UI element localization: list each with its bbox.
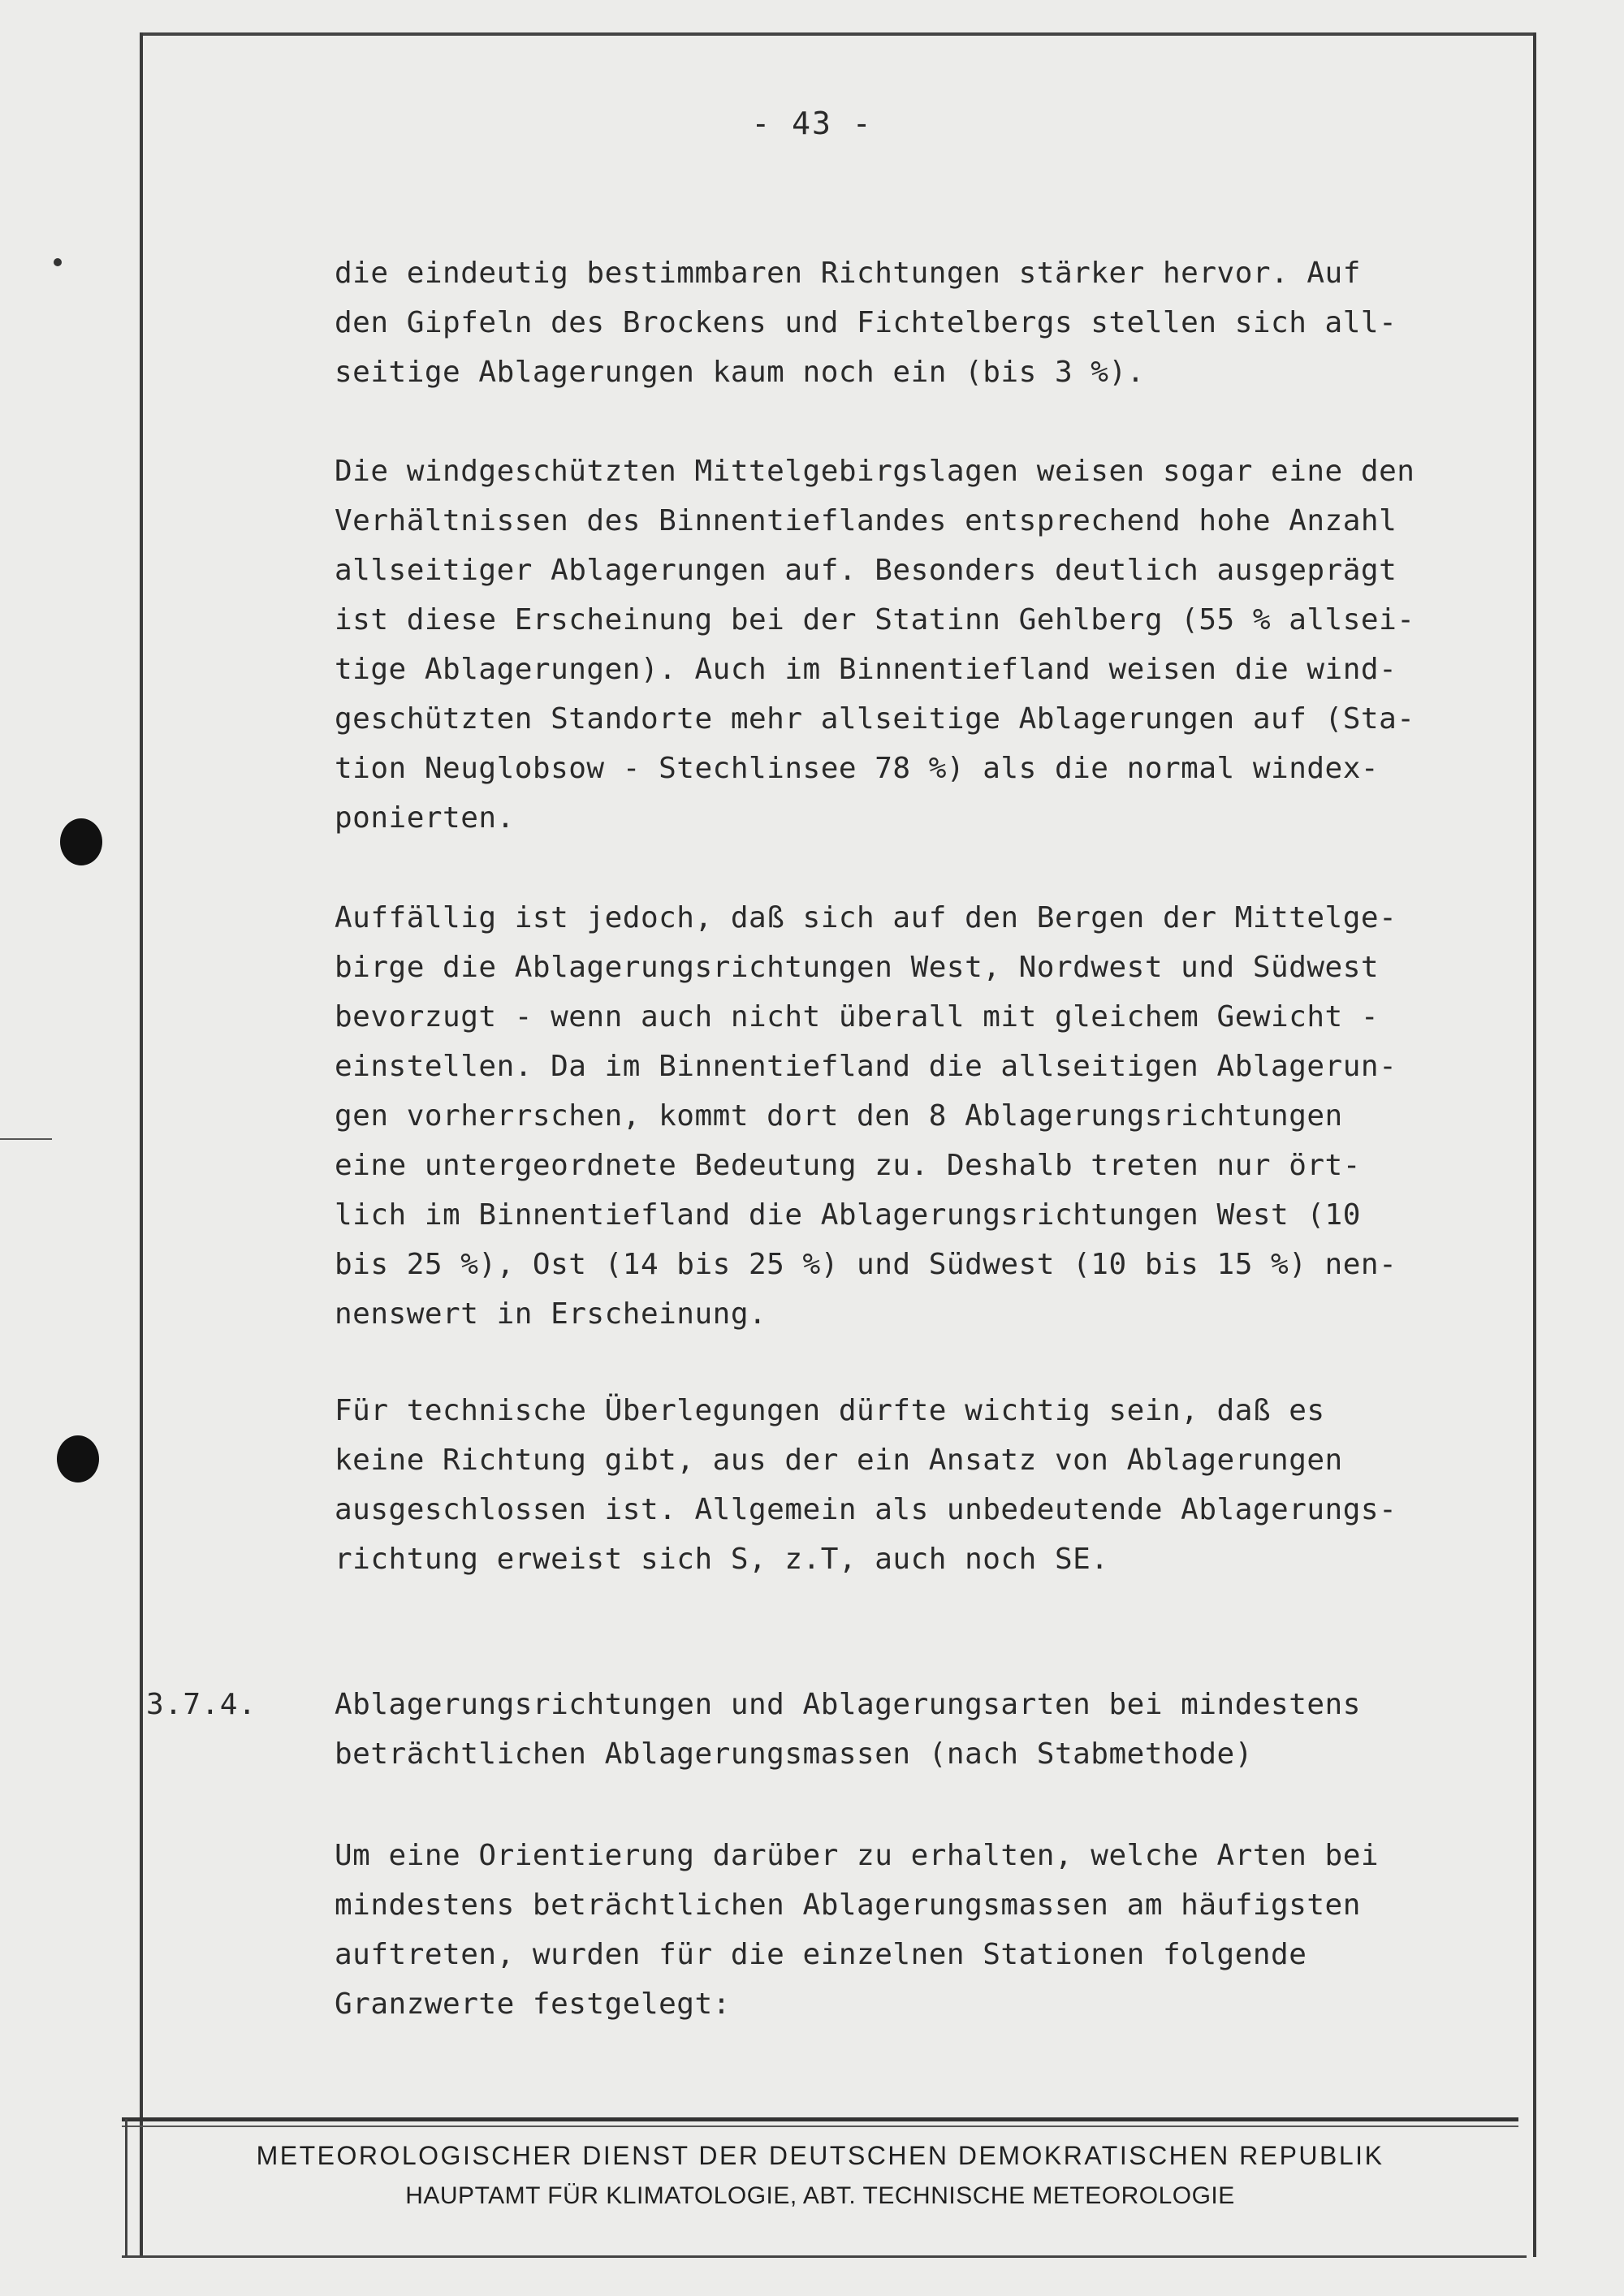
fold-mark	[0, 1138, 52, 1140]
text-line: die eindeutig bestimmbaren Richtungen stärker hervor. Auf	[335, 257, 1361, 290]
text-line: auftreten, wurden für die einzelnen Stationen folgende	[335, 1938, 1307, 1971]
institution-footer	[130, 2135, 1510, 2216]
text-line: allseitiger Ablagerungen auf. Besonders deutlich ausgeprägt	[335, 554, 1397, 587]
text-line: ausgeschlossen ist. Allgemein als unbedeutende Ablagerungs-	[335, 1493, 1397, 1526]
footer-left-border	[125, 2119, 127, 2257]
footer-institution: METEOROLOGISCHER DIENST DER DEUTSCHEN DEMOKRATISCHEN REPUBLIK	[256, 2141, 1384, 2170]
text-line: seitige Ablagerungen kaum noch ein (bis 3 %).	[335, 356, 1145, 389]
text-line: den Gipfeln des Brockens und Fichtelbergs stellen sich all-	[335, 306, 1397, 339]
text-line: tion Neuglobsow - Stechlinsee 78 %) als die normal windex-	[335, 752, 1380, 785]
text-line: geschützten Standorte mehr allseitige Ablagerungen auf (Sta-	[335, 702, 1415, 736]
frame-right-border	[1533, 32, 1536, 2257]
text-line: Granzwerte festgelegt:	[335, 1987, 731, 2021]
text-line: lich im Binnentiefland die Ablagerungsrichtungen West (10	[335, 1198, 1361, 1232]
text-line: bevorzugt - wenn auch nicht überall mit gleichem Gewicht -	[335, 1000, 1380, 1034]
frame-bottom-border	[122, 2255, 1527, 2258]
section-title-line: beträchtlichen Ablagerungsmassen (nach Stabmethode)	[335, 1737, 1253, 1771]
text-line: ponierten.	[335, 801, 515, 835]
punch-hole	[60, 818, 102, 865]
text-line: bis 25 %), Ost (14 bis 25 %) und Südwest (10 bis 15 %) nen-	[335, 1248, 1397, 1281]
frame-left-border	[140, 32, 143, 2257]
text-line: mindestens beträchtlichen Ablagerungsmassen am häufigsten	[335, 1888, 1361, 1922]
text-line: nenswert in Erscheinung.	[335, 1297, 767, 1331]
footer-divider-thin	[122, 2126, 1518, 2127]
text-line: birge die Ablagerungsrichtungen West, Nordwest und Südwest	[335, 951, 1380, 984]
text-line: gen vorherrschen, kommt dort den 8 Ablagerungsrichtungen	[335, 1099, 1343, 1133]
section-title-line: Ablagerungsrichtungen und Ablagerungsarten bei mindestens	[335, 1688, 1361, 1721]
paragraph	[335, 447, 1528, 843]
section-heading	[335, 1680, 1528, 1779]
text-line: Verhältnissen des Binnentieflandes entsprechend hohe Anzahl	[335, 504, 1397, 537]
text-line: Auffällig ist jedoch, daß sich auf den Bergen der Mittelge-	[335, 901, 1397, 934]
paragraph	[335, 248, 1528, 397]
punch-hole	[57, 1435, 99, 1482]
paragraph	[335, 893, 1528, 1339]
page-number: - 43 -	[751, 106, 873, 141]
text-line: ist diese Erscheinung bei der Statinn Gehlberg (55 % allsei-	[335, 603, 1415, 637]
frame-top-border	[140, 32, 1536, 36]
text-line: richtung erweist sich S, z.T, auch noch SE.	[335, 1543, 1109, 1576]
text-line: Um eine Orientierung darüber zu erhalten, welche Arten bei	[335, 1839, 1380, 1872]
text-line: Für technische Überlegungen dürfte wichtig sein, daß es	[335, 1394, 1325, 1427]
footer-divider-thick	[122, 2117, 1518, 2121]
section-number: 3.7.4.	[146, 1688, 257, 1721]
text-line: keine Richtung gibt, aus der ein Ansatz von Ablagerungen	[335, 1444, 1343, 1477]
text-line: tige Ablagerungen). Auch im Binnentiefland weisen die wind-	[335, 653, 1397, 686]
text-line: Die windgeschützten Mittelgebirgslagen weisen sogar eine den	[335, 455, 1415, 488]
text-line: einstellen. Da im Binnentiefland die allseitigen Ablagerun-	[335, 1050, 1397, 1083]
text-line: eine untergeordnete Bedeutung zu. Deshalb treten nur ört-	[335, 1149, 1361, 1182]
paper-speck	[54, 258, 62, 266]
paragraph	[335, 1386, 1528, 1584]
footer-department: HAUPTAMT FÜR KLIMATOLOGIE, ABT. TECHNISCHE METEOROLOGIE	[405, 2182, 1235, 2209]
paragraph	[335, 1831, 1528, 2029]
